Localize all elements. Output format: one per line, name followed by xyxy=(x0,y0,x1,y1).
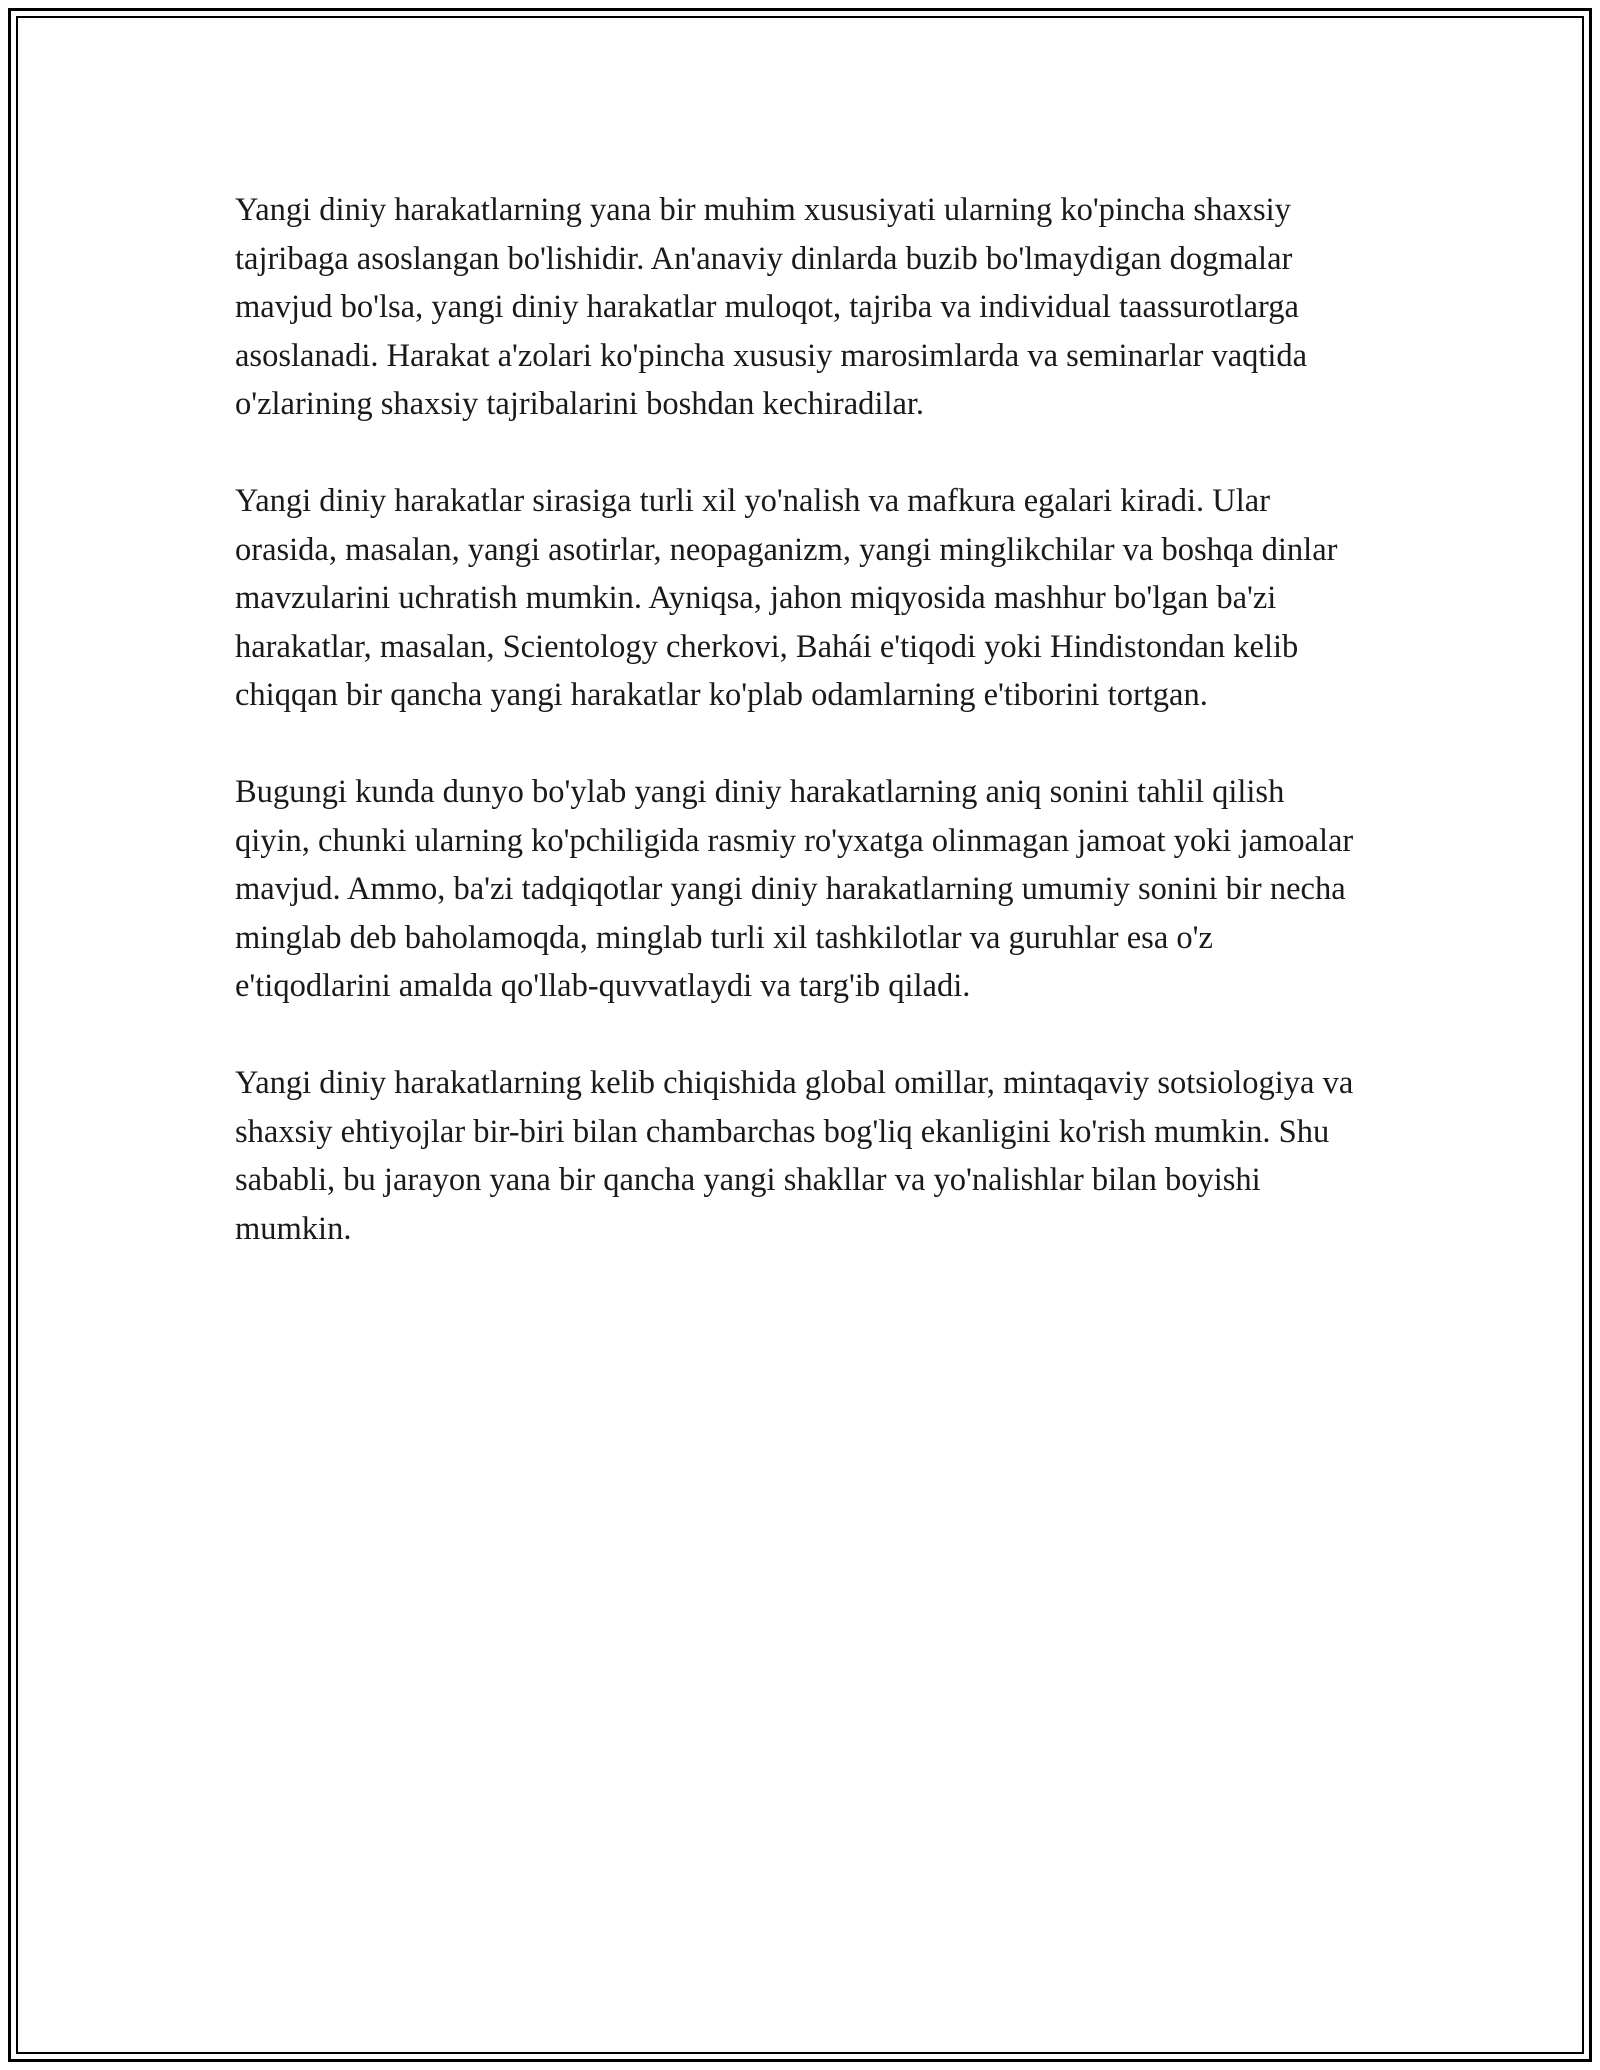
paragraph-2: Yangi diniy harakatlar sirasiga turli xil yo'nalish va mafkura egalari kiradi. Ular orasida, masalan, yangi asotirlar, neopaganizm, yangi minglikchilar va boshqa dinlar mavzularini uchratish mumkin. Ayniqsa, jahon miqyosida mashhur bo'lgan ba'zi harakatlar, masalan, Scientology cherkovi, Bahái e'tiqodi yoki Hindistondan kelib chiqqan bir qancha yangi harakatlar ko'plab odamlarning e'tiborini tortgan. xyxy=(235,483,1338,713)
paragraph-3: Bugungi kunda dunyo bo'ylab yangi diniy harakatlarning aniq sonini tahlil qilish qiyin, chunki ularning ko'pchiligida rasmiy ro'yxatga olinmagan jamoat yoki jamoalar mavjud. Ammo, ba'zi tadqiqotlar yangi diniy harakatlarning umumiy sonini bir necha minglab deb baholamoqda, minglab turli xil tashkilotlar va guruhlar esa o'z e'tiqodlarini amalda qo'llab-quvvatlaydi va targ'ib qiladi. xyxy=(235,774,1354,1004)
paragraph-1: Yangi diniy harakatlarning yana bir muhim xususiyati ularning ko'pincha shaxsiy tajribaga asoslangan bo'lishidir. An'anaviy dinlarda buzib bo'lmaydigan dogmalar mavjud bo'lsa, yangi diniy harakatlar muloqot, tajriba va individual taassurotlarga asoslanadi. Harakat a'zolari ko'pincha xususiy marosimlarda va seminarlar vaqtida o'zlarining shaxsiy tajribalarini boshdan kechiradilar. xyxy=(235,192,1308,422)
paragraph-4: Yangi diniy harakatlarning kelib chiqishida global omillar, mintaqaviy sotsiologiya va shaxsiy ehtiyojlar bir-biri bilan chambarchas bog'liq ekanligini ko'rish mumkin. Shu sababli, bu jarayon yana bir qancha yangi shakllar va yo'nalishlar bilan boyishi mumkin. xyxy=(235,1065,1354,1247)
document-body xyxy=(235,186,1365,1302)
